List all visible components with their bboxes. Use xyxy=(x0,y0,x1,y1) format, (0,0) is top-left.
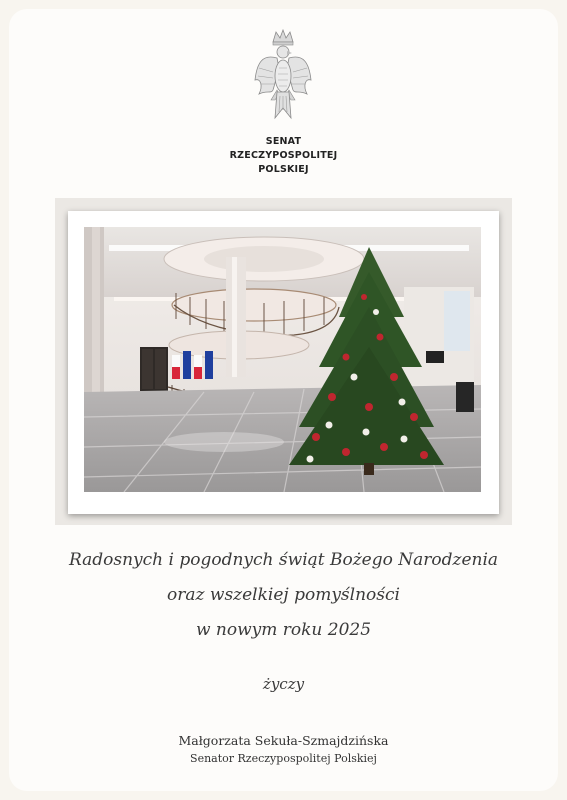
signatory-title: Senator Rzeczypospolitej Polskiej xyxy=(190,752,377,765)
institution-name-line2: RZECZYPOSPOLITEJ xyxy=(229,150,338,161)
wishes-word: życzy xyxy=(262,675,305,693)
institution-name-line3: POLSKIEJ xyxy=(258,164,309,175)
institution-name-line1: SENAT xyxy=(265,136,302,147)
signatory-name: Małgorzata Sekuła-Szmajdzińska xyxy=(178,733,389,748)
eagle-emblem-icon xyxy=(253,28,313,126)
greeting-line3: w nowym roku 2025 xyxy=(195,620,372,640)
christmas-tree-photo xyxy=(84,227,481,492)
greeting-line1: Radosnych i pogodnych świąt Bożego Narodzenia xyxy=(68,550,499,570)
greeting-line2: oraz wszelkiej pomyślności xyxy=(167,585,400,605)
